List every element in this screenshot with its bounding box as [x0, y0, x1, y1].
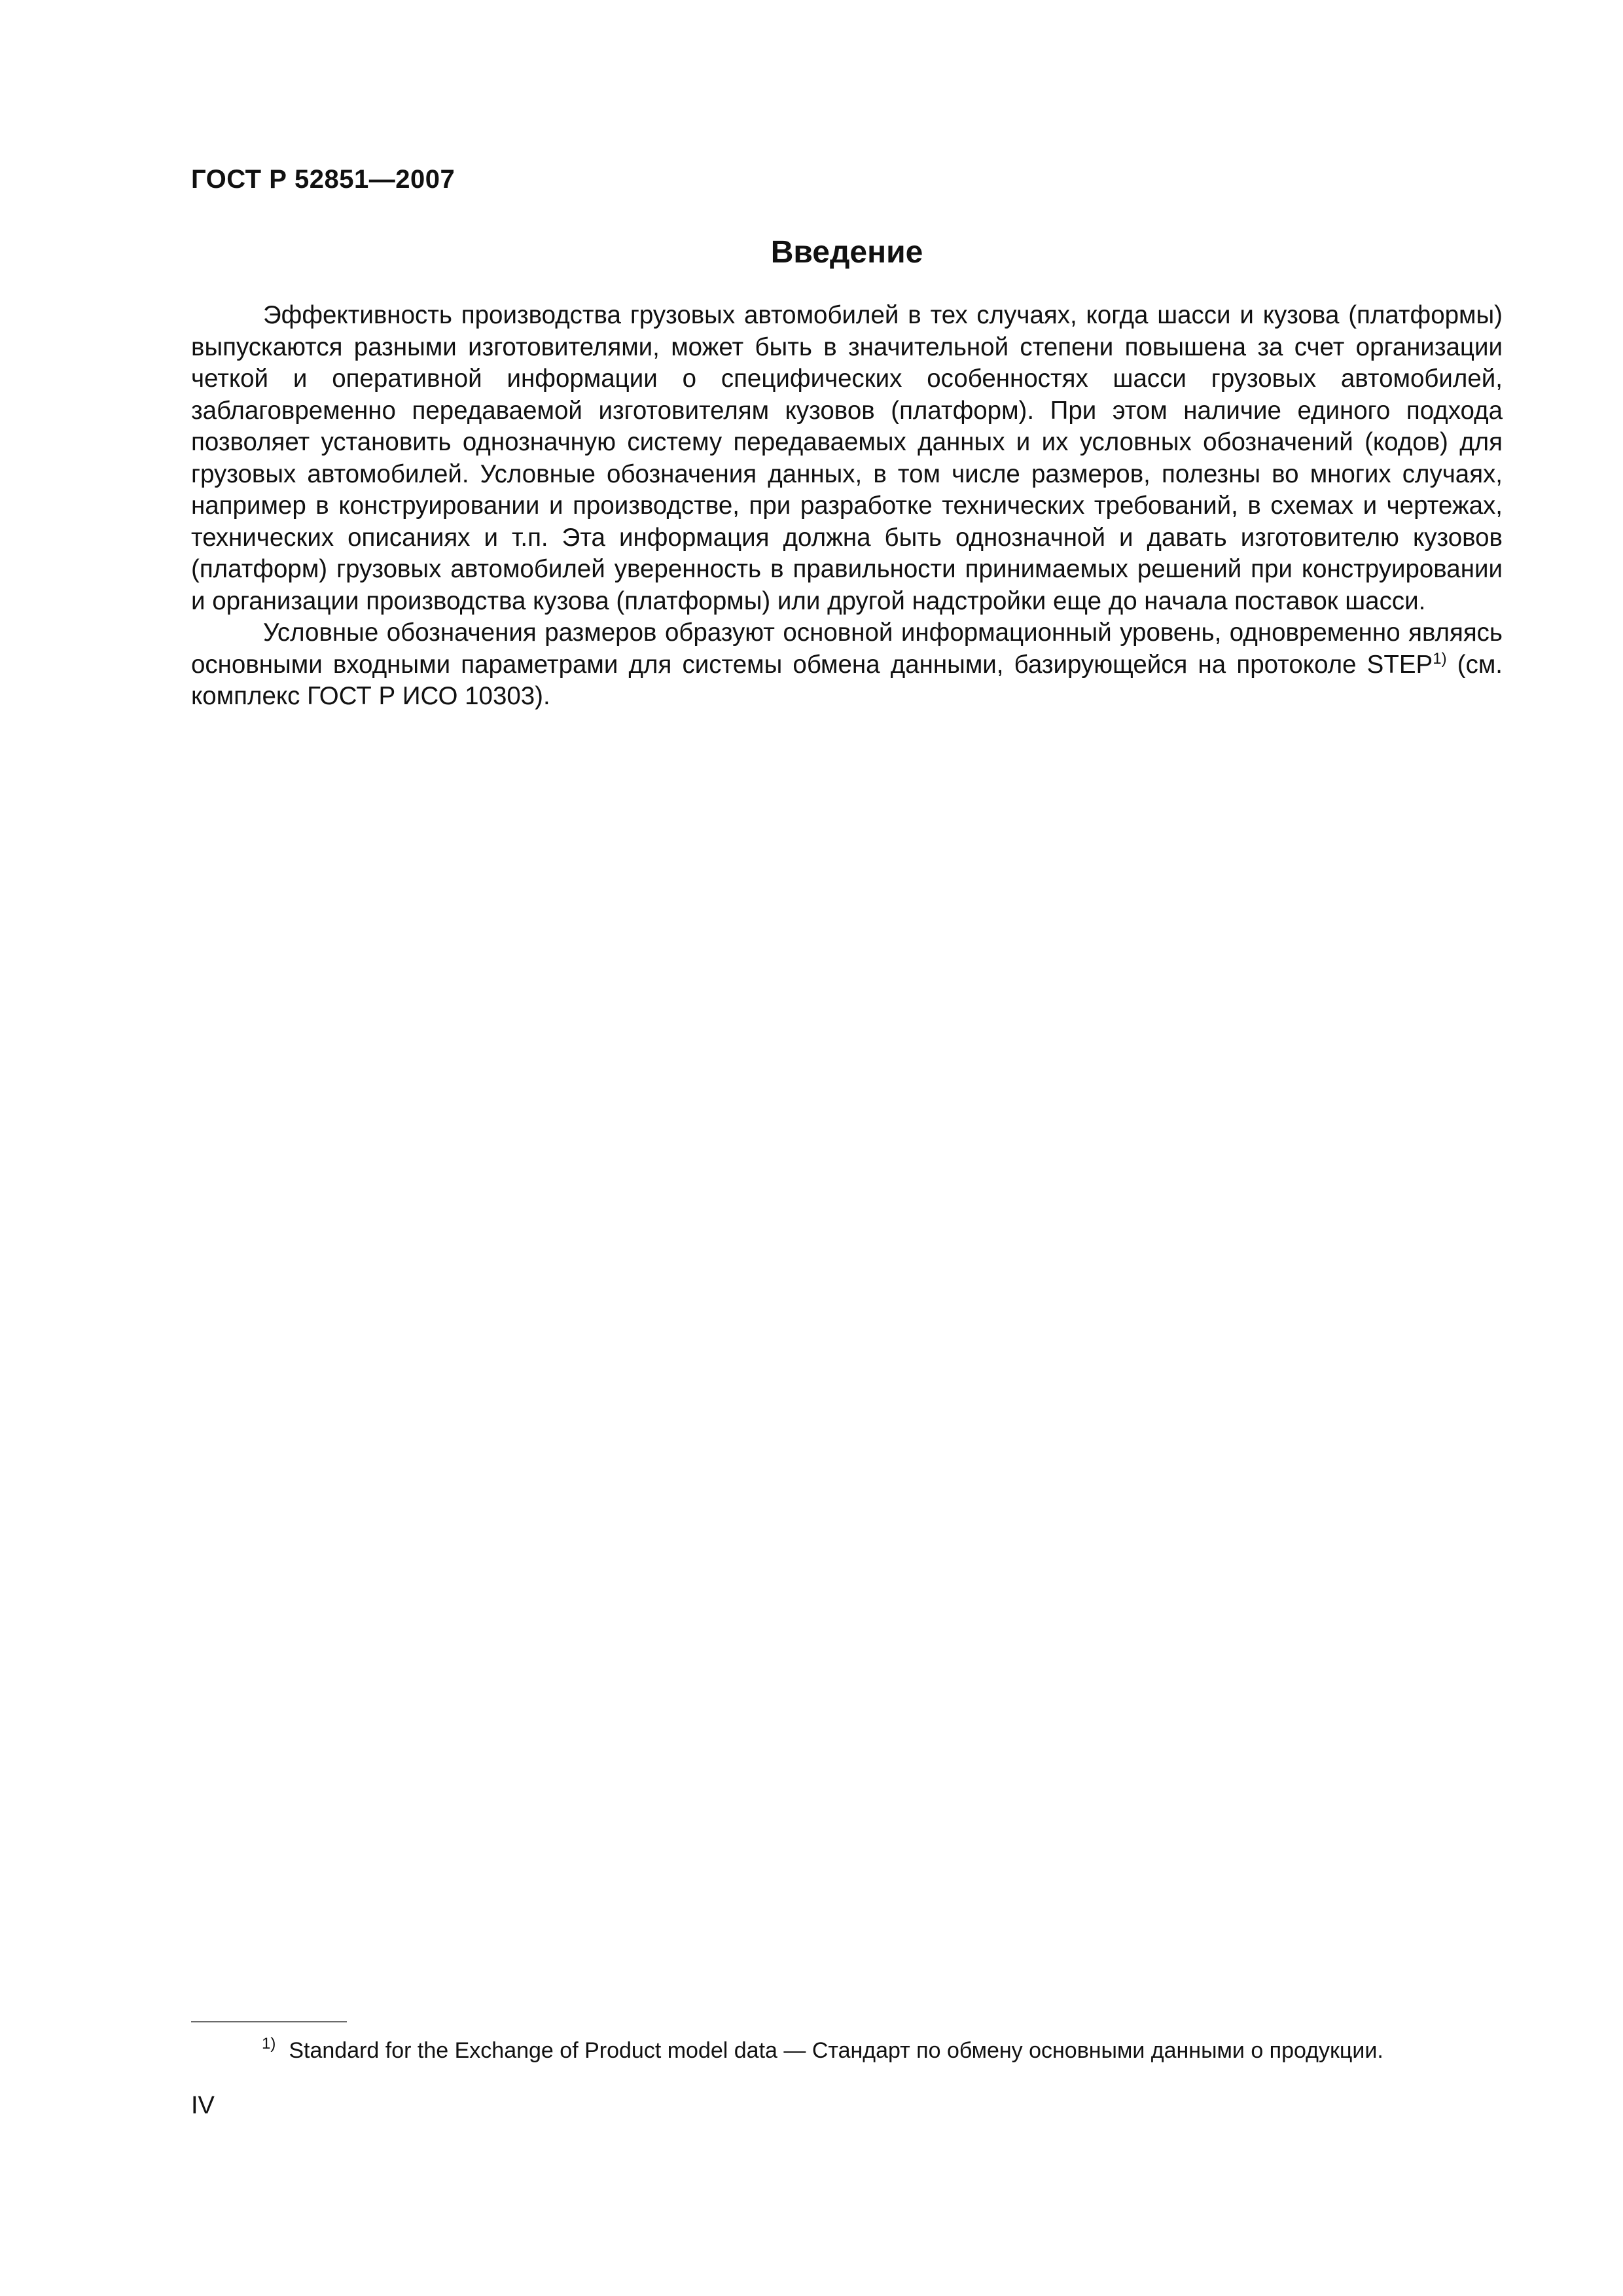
footnote-reference: 1) — [1433, 649, 1447, 668]
footnote-text: Standard for the Exchange of Product model data — Стандарт по обмену основными данными о продукции. — [289, 2038, 1383, 2063]
section-title: Введение — [770, 235, 923, 270]
paragraph-1: Эффективность производства грузовых автомобилей в тех случаях, когда шасси и кузова (платформы) выпускаются разными изготовителями, может быть в значительной степени повышена за счет организации четкой и оперативной информации о специфических особенностях шасси грузовых автомобилей, заблаговременно передаваемой изготовителям кузовов (платформ). При этом наличие единого подхода позволяет установить однозначную систему передаваемых данных и их условных обозначений (кодов) для грузовых автомобилей. Условные обозначения данных, в том числе размеров, полезны во многих случаях, например в конструировании и производстве, при разработке технических требований, в схемах и чертежах, технических описаниях и т.п. Эта информация должна быть однозначной и давать изготовителю кузовов (платформ) грузовых автомобилей уверенность в правильности принимаемых решений при конструировании и организации производства кузова (платформы) или другой надстройки еще до начала поставок шасси. — [191, 301, 1503, 615]
page-number: IV — [191, 2092, 215, 2119]
footnote-divider — [191, 2021, 347, 2022]
footnote — [262, 2036, 1503, 2066]
paragraph-2 — [191, 617, 1503, 713]
body-text — [191, 300, 1503, 713]
footnote-mark: 1) — [262, 2035, 276, 2053]
paragraph-2-tail: (см. комплекс ГОСТ Р ИСО 10303). — [191, 650, 1503, 710]
paragraph-2-text: Условные обозначения размеров образуют основной информационный уровень, одновременно являясь основными входными параметрами для системы обмена данными, базирующейся на протоколе STEP — [191, 619, 1503, 679]
document-code: ГОСТ Р 52851—2007 — [191, 165, 455, 194]
